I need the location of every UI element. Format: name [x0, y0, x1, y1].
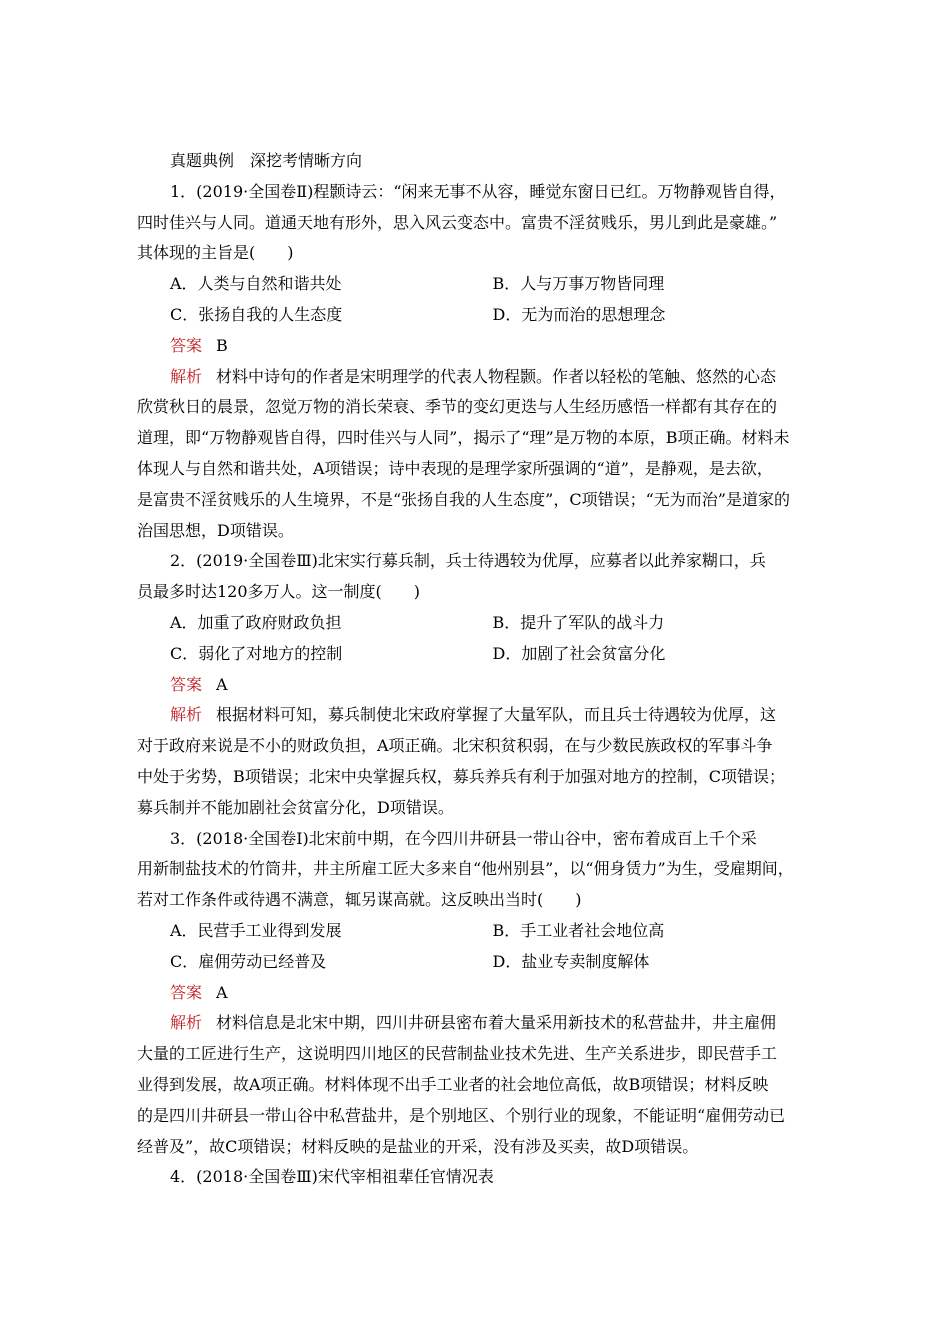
options-row	[137, 916, 815, 947]
answer-label: 答案	[170, 674, 203, 694]
question-text-line: 1．(2019·全国卷Ⅱ)程颢诗云：“闲来无事不从容，睡觉东窗日已红。万物静观皆自得，	[170, 181, 786, 201]
options-row	[137, 269, 815, 300]
question-text-line: 员最多时达120多万人。这一制度( )	[137, 582, 421, 602]
analysis-text-line: 募兵制并不能加剧社会贫富分化，D项错误。	[137, 797, 454, 817]
document-content	[137, 146, 815, 1193]
option-d: D．加剧了社会贫富分化	[492, 643, 666, 663]
answer-label: 答案	[170, 982, 203, 1002]
analysis-text-line: 经普及”，故C项错误；材料反映的是盐业的开采，没有涉及买卖，故D项错误。	[137, 1136, 699, 1156]
section-title: 真题典例 深挖考情晰方向	[170, 151, 363, 170]
answer-label: 答案	[170, 335, 203, 355]
analysis-text-line: 的是四川井研县一带山谷中私营盐井，是个别地区、个别行业的现象，不能证明“雇佣劳动已	[137, 1105, 786, 1125]
answer-value: A	[216, 982, 228, 1002]
question-text-line: 若对工作条件或待遇不满意，辄另谋高就。这反映出当时( )	[137, 890, 582, 910]
answer-line	[137, 670, 815, 701]
question-text-line: 4．(2018·全国卷Ⅲ)宋代宰相祖辈任官情况表	[170, 1167, 494, 1187]
analysis-text-line: 体现人与自然和谐共处，A项错误；诗中表现的是理学家所强调的“道”，是静观，是去欲，	[137, 458, 773, 478]
analysis-text-line: 业得到发展，故A项正确。材料体现不出手工业者的社会地位高低，故B项错误；材料反映	[137, 1074, 769, 1094]
question-2	[137, 546, 815, 823]
analysis-text-line: 欣赏秋日的晨景，忽觉万物的消长荣衰、季节的变幻更迭与人生经历感悟一样都有其存在的	[137, 397, 778, 417]
analysis-label: 解析	[170, 705, 203, 725]
analysis-line	[137, 1008, 815, 1039]
analysis-text-line: 中处于劣势，B项错误；北宋中央掌握兵权，募兵养兵有利于加强对地方的控制，C项错误；	[137, 766, 786, 786]
analysis-label: 解析	[170, 366, 203, 386]
option-a: A．加重了政府财政负担	[170, 612, 342, 632]
question-1	[137, 177, 815, 547]
question-text-line: 2．(2019·全国卷Ⅲ)北宋实行募兵制，兵士待遇较为优厚，应募者以此养家糊口，兵	[170, 551, 766, 571]
option-b: B．提升了军队的战斗力	[492, 612, 665, 632]
answer-line	[137, 978, 815, 1009]
options-row	[137, 639, 815, 670]
answer-line	[137, 331, 815, 362]
analysis-text-line: 治国思想，D项错误。	[137, 520, 294, 540]
options-row	[137, 947, 815, 978]
question-3	[137, 824, 815, 1163]
analysis-text: 根据材料可知，募兵制使北宋政府掌握了大量军队，而且兵士待遇较为优厚，这	[216, 705, 777, 725]
analysis-text-line: 大量的工匠进行生产，这说明四川地区的民营制盐业技术先进、生产关系进步，即民营手工	[137, 1044, 778, 1064]
options-row	[137, 300, 815, 331]
analysis-text: 材料信息是北宋中期，四川井研县密布着大量采用新技术的私营盐井，井主雇佣	[216, 1013, 777, 1033]
analysis-line	[137, 362, 815, 393]
answer-value: B	[216, 335, 228, 355]
option-b: B．手工业者社会地位高	[492, 920, 665, 940]
option-c: C．雇佣劳动已经普及	[170, 951, 327, 971]
analysis-line	[137, 700, 815, 731]
option-d: D．盐业专卖制度解体	[492, 951, 650, 971]
option-b: B．人与万事万物皆同理	[492, 274, 665, 294]
analysis-text-line: 是富贵不淫贫贱乐的人生境界，不是“张扬自我的人生态度”，C项错误；“无为而治”是道家的	[137, 489, 790, 509]
option-a: A．人类与自然和谐共处	[170, 274, 342, 294]
analysis-text: 材料中诗句的作者是宋明理学的代表人物程颢。作者以轻松的笔触、悠然的心态	[216, 366, 777, 386]
option-d: D．无为而治的思想理念	[492, 304, 666, 324]
analysis-text-line: 道理，即“万物静观皆自得，四时佳兴与人同”，揭示了“理”是万物的本原，B项正确。材料未	[137, 428, 790, 448]
question-text-line: 四时佳兴与人同。道通天地有形外，思入风云变态中。富贵不淫贫贱乐，男儿到此是豪雄。”	[137, 212, 778, 232]
question-4	[137, 1162, 815, 1193]
option-c: C．张扬自我的人生态度	[170, 304, 343, 324]
analysis-label: 解析	[170, 1013, 203, 1033]
question-text-line: 其体现的主旨是( )	[137, 243, 294, 263]
answer-value: A	[216, 674, 228, 694]
analysis-text-line: 对于政府来说是不小的财政负担，A项正确。北宋积贫积弱，在与少数民族政权的军事斗争	[137, 736, 773, 756]
option-a: A．民营手工业得到发展	[170, 920, 342, 940]
question-text-line: 3．(2018·全国卷Ⅰ)北宋前中期，在今四川井研县一带山谷中，密布着成百上千个采	[170, 828, 757, 848]
option-c: C．弱化了对地方的控制	[170, 643, 343, 663]
options-row	[137, 608, 815, 639]
question-text-line: 用新制盐技术的竹筒井，井主所雇工匠大多来自“他州别县”，以“佣身赁力”为生，受雇期间，	[137, 859, 794, 879]
